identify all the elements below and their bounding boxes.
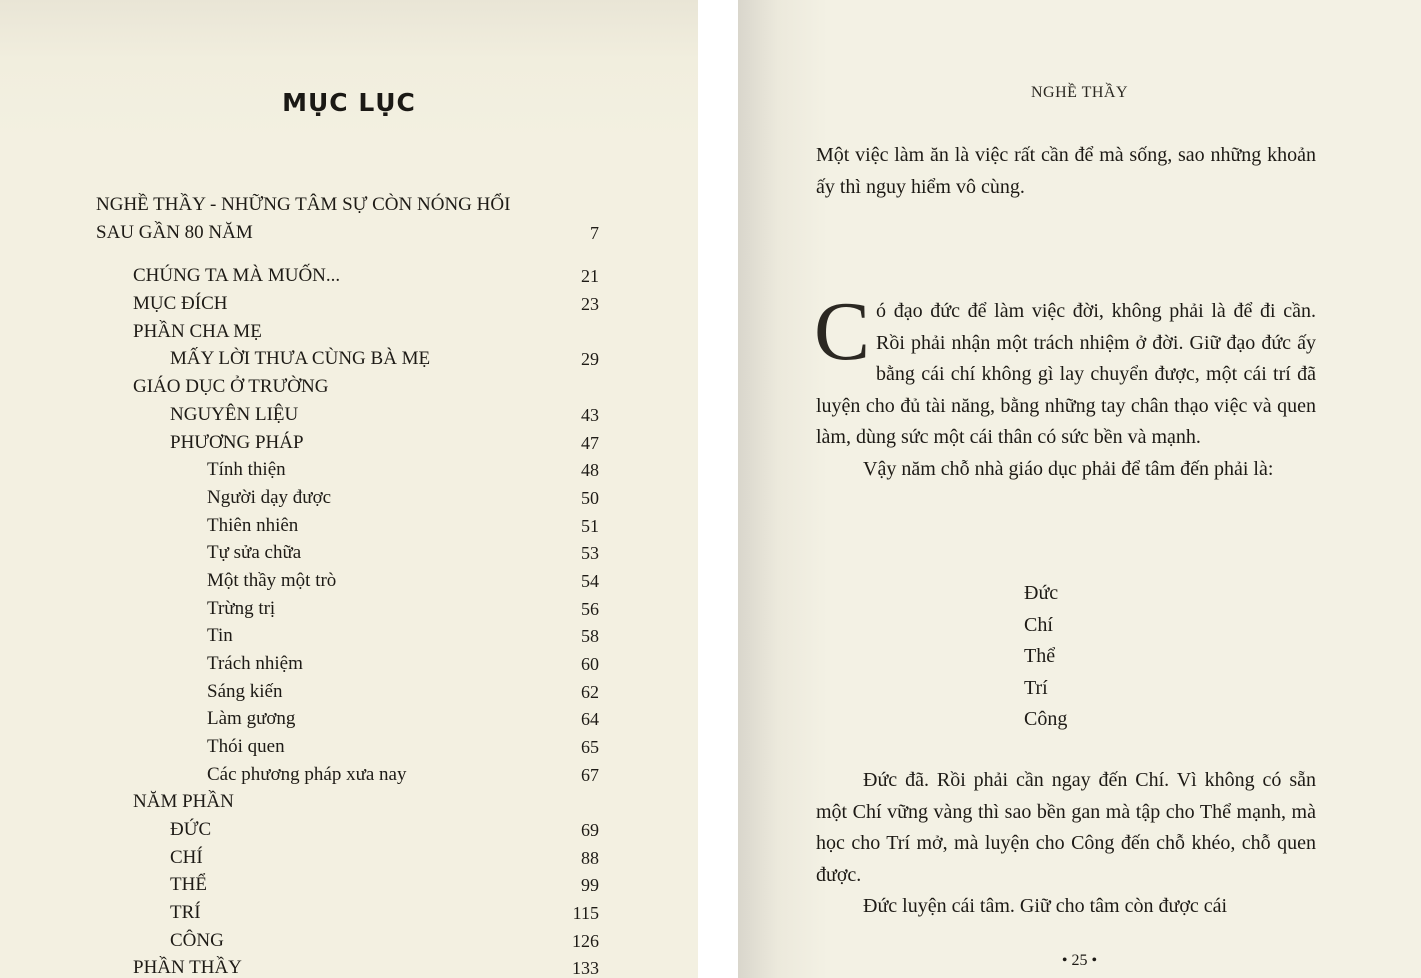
toc-page-number: 54 [581, 571, 599, 591]
drop-cap-letter: C [814, 285, 871, 378]
toc-entry: NGHỀ THẦY - NHỮNG TÂM SỰ CÒN NÓNG HỔI [96, 194, 511, 215]
toc-entry: Một thầy một trò [207, 570, 337, 591]
virtue-item: Chí [1024, 613, 1053, 636]
toc-page-number: 115 [572, 903, 599, 923]
paragraph: Đức đã. Rồi phải cần ngay đến Chí. Vì không có sẵn một Chí vững vàng thì sao bền gan mà tập cho Thể mạnh, mà học cho Trí mở, mà luyện cho Công đến chỗ khéo, chỗ quen được. [816, 769, 1316, 886]
toc-entry: TRÍ [170, 902, 201, 923]
toc-page-number: 88 [581, 848, 599, 868]
toc-entry: Sáng kiến [207, 681, 283, 702]
toc-page-number: 64 [581, 709, 599, 729]
paragraph-group [816, 765, 1316, 923]
toc-entry: CHÍ [170, 847, 203, 868]
paragraph: Một việc làm ăn là việc rất cần để mà sống, sao những khoản ấy thì nguy hiểm vô cùng. [816, 144, 1316, 198]
virtue-item: Công [1024, 708, 1068, 730]
toc-entry: NGUYÊN LIỆU [170, 404, 299, 425]
toc-entry: Trách nhiệm [207, 653, 303, 674]
virtue-item: Đức [1024, 582, 1059, 604]
toc-entry: MỤC ĐÍCH [133, 293, 228, 314]
toc-entry: Người dạy được [207, 487, 332, 508]
toc-entry: Trừng trị [207, 598, 276, 619]
toc-entry: MẤY LỜI THƯA CÙNG BÀ MẸ [170, 348, 431, 369]
toc-page-number: 7 [590, 223, 599, 243]
virtue-item: Trí [1024, 676, 1048, 699]
running-header: NGHỀ THẦY [1030, 84, 1129, 101]
toc-page-number: 126 [572, 931, 599, 951]
paragraph-text: ó đạo đức để làm việc đời, không phải là để đi cần. Rồi phải nhận một trách nhiệm ở đời. Giữ đạo đức ấy bằng cái chí không gì lay chuyển được, một cái trí đã luyện cho đủ tài năng, bằng những tay chân thạo việc và quen làm, dùng sức một cái thân có sức bền và mạnh. [816, 300, 1316, 448]
right-page-text [738, 0, 1421, 978]
toc-entry: Thiên nhiên [207, 515, 299, 536]
paragraph: Đức luyện cái tâm. Giữ cho tâm còn được cái [863, 895, 1228, 917]
book-gutter [698, 0, 738, 978]
toc-page-number: 62 [581, 682, 599, 702]
toc-page-number: 65 [581, 737, 599, 757]
toc-page-number: 56 [581, 599, 599, 619]
toc-entry: NĂM PHẦN [133, 791, 234, 812]
toc-page-number: 21 [581, 266, 599, 286]
toc-entry: Làm gương [207, 708, 296, 729]
paragraph: Vậy năm chỗ nhà giáo dục phải để tâm đến phải là: [863, 457, 1274, 480]
left-page-table-of-contents [0, 0, 698, 978]
toc-page-number: 51 [581, 516, 599, 536]
toc-entry: Tự sửa chữa [207, 542, 302, 563]
toc-page-number: 29 [581, 349, 599, 369]
toc-page-number: 23 [581, 294, 599, 314]
toc-page-number: 47 [581, 433, 599, 453]
toc-entry: Tính thiện [207, 459, 286, 480]
toc-entry: CHÚNG TA MÀ MUỐN... [133, 265, 341, 286]
toc-entry: ĐỨC [170, 819, 212, 840]
toc-page-number: 53 [581, 543, 599, 563]
page-number: • 25 • [1061, 952, 1098, 969]
toc-entry: Các phương pháp xưa nay [207, 764, 407, 785]
toc-page-number: 67 [581, 765, 599, 785]
toc-page-number: 50 [581, 488, 599, 508]
virtue-item: Thể [1024, 645, 1056, 667]
toc-entry: SAU GẦN 80 NĂM [96, 222, 253, 243]
toc-entry: THỂ [170, 874, 207, 895]
toc-page-number: 43 [581, 405, 599, 425]
toc-page-number: 99 [581, 875, 599, 895]
toc-entry: Thói quen [207, 736, 285, 757]
toc-entry: PHẦN CHA MẸ [133, 321, 262, 342]
virtue-list [1024, 578, 1067, 736]
toc-page-number: 69 [581, 820, 599, 840]
toc-page-number: 58 [581, 626, 599, 646]
toc-title: MỤC LỤC [282, 88, 416, 117]
toc-page-number: 60 [581, 654, 599, 674]
toc-entry: CÔNG [170, 930, 224, 951]
toc-page-number: 48 [581, 460, 599, 480]
toc-entry: PHẦN THẦY [133, 957, 242, 978]
toc-entry: PHƯƠNG PHÁP [170, 432, 304, 453]
toc-entry: GIÁO DỤC Ở TRƯỜNG [133, 376, 329, 397]
toc-entry: Tin [207, 625, 233, 646]
toc-page-number: 133 [572, 958, 599, 978]
paragraph-with-dropcap [814, 285, 1316, 485]
